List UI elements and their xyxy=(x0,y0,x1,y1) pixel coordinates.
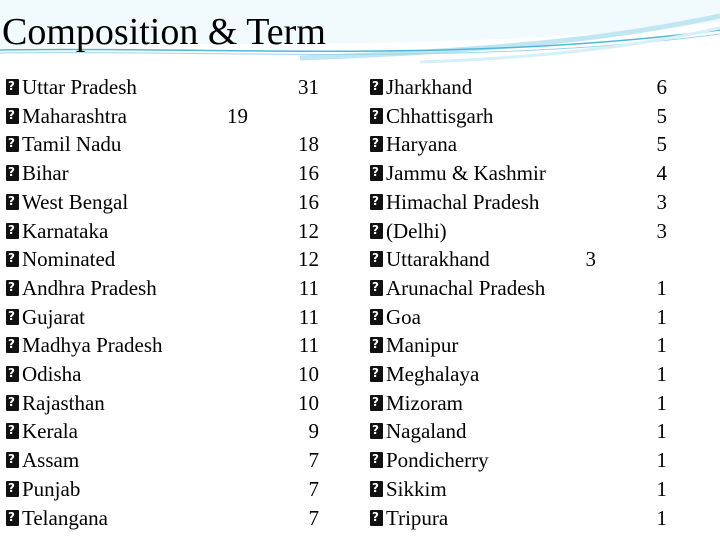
right-list-item xyxy=(0,217,720,245)
seat-count: 6 xyxy=(656,75,667,99)
state-name: Chhattisgarh xyxy=(386,103,494,128)
state-name: Punjab xyxy=(22,476,81,501)
state-name: Sikkim xyxy=(386,476,447,501)
state-name: (Delhi) xyxy=(386,218,447,243)
replacement-character-icon xyxy=(370,165,383,181)
right-list-item xyxy=(0,245,720,273)
seat-count: 3 xyxy=(656,218,667,243)
seat-count: 1 xyxy=(656,304,667,329)
seat-count: 4 xyxy=(656,161,667,186)
replacement-character-icon xyxy=(370,79,383,95)
seat-count: 1 xyxy=(656,419,667,444)
replacement-character-icon xyxy=(370,395,383,411)
state-name: Uttarakhand xyxy=(386,247,490,272)
replacement-character-icon xyxy=(370,423,383,439)
seat-count: 16 xyxy=(298,161,319,186)
right-list-item xyxy=(0,389,720,417)
seat-count: 5 xyxy=(656,103,667,128)
right-list-item xyxy=(0,102,720,130)
state-name: Andhra Pradesh xyxy=(22,275,157,300)
state-name: Manipur xyxy=(386,333,459,358)
seat-count: 1 xyxy=(656,275,667,300)
replacement-character-icon xyxy=(370,280,383,296)
state-name: Goa xyxy=(386,304,421,329)
seat-count: 19 xyxy=(227,103,248,128)
state-name: Himachal Pradesh xyxy=(386,189,540,214)
seat-count: 1 xyxy=(656,476,667,501)
replacement-character-icon xyxy=(370,481,383,497)
seat-count: 10 xyxy=(298,390,319,415)
right-list-item xyxy=(0,360,720,388)
state-name: Jammu & Kashmir xyxy=(386,161,546,186)
state-name: Mizoram xyxy=(386,390,463,415)
state-name: Uttar Pradesh xyxy=(22,75,137,99)
replacement-character-icon xyxy=(370,337,383,353)
seat-count: 7 xyxy=(308,448,319,473)
seat-count: 7 xyxy=(308,476,319,501)
state-name: Maharashtra xyxy=(22,103,127,128)
state-name: Pondicherry xyxy=(386,448,489,473)
right-list-item xyxy=(0,303,720,331)
state-name: Kerala xyxy=(22,419,78,444)
right-list-item xyxy=(0,159,720,187)
seat-count: 31 xyxy=(298,75,319,99)
state-name: West Bengal xyxy=(22,189,129,214)
seat-count: 1 xyxy=(656,390,667,415)
state-name: Telangana xyxy=(22,505,108,530)
right-list-item xyxy=(0,417,720,445)
right-list-item xyxy=(0,446,720,474)
seat-count: 5 xyxy=(656,132,667,157)
state-name: Arunachal Pradesh xyxy=(386,275,546,300)
state-name: Jharkhand xyxy=(386,75,473,99)
seat-count: 11 xyxy=(298,304,319,329)
seat-count: 11 xyxy=(298,333,319,358)
right-list-item xyxy=(0,475,720,503)
right-list-item xyxy=(0,504,720,532)
seat-count: 16 xyxy=(298,189,319,214)
state-name: Meghalaya xyxy=(386,362,480,386)
state-name: Odisha xyxy=(22,362,82,386)
state-name: Nagaland xyxy=(386,419,467,444)
right-list-item xyxy=(0,331,720,359)
seat-count: 18 xyxy=(298,132,319,157)
replacement-character-icon xyxy=(370,136,383,152)
replacement-character-icon xyxy=(370,510,383,526)
state-name: Tamil Nadu xyxy=(22,132,122,157)
state-name: Haryana xyxy=(386,132,458,157)
state-name: Madhya Pradesh xyxy=(22,333,163,358)
right-list-item xyxy=(0,188,720,216)
state-name: Assam xyxy=(22,448,80,473)
replacement-character-icon xyxy=(370,223,383,239)
replacement-character-icon xyxy=(370,194,383,210)
seat-count: 1 xyxy=(656,448,667,473)
seat-count: 12 xyxy=(298,218,319,243)
seat-count: 1 xyxy=(656,505,667,530)
replacement-character-icon xyxy=(370,108,383,124)
seat-count: 7 xyxy=(308,505,319,530)
state-name: Bihar xyxy=(22,161,69,186)
state-name: Tripura xyxy=(386,505,449,530)
state-name: Gujarat xyxy=(22,304,85,329)
right-list-item xyxy=(0,73,720,101)
state-name: Nominated xyxy=(22,247,116,272)
seat-count: 10 xyxy=(298,362,319,386)
seat-count: 3 xyxy=(585,247,596,272)
state-name: Karnataka xyxy=(22,218,109,243)
seat-count: 3 xyxy=(656,189,667,214)
seat-count: 1 xyxy=(656,362,667,386)
right-list-item xyxy=(0,130,720,158)
slide-title: Composition & Term xyxy=(2,11,326,53)
seat-count: 9 xyxy=(308,419,319,444)
replacement-character-icon xyxy=(370,452,383,468)
seat-count: 1 xyxy=(656,333,667,358)
seat-count: 12 xyxy=(298,247,319,272)
replacement-character-icon xyxy=(370,309,383,325)
replacement-character-icon xyxy=(370,251,383,267)
state-name: Rajasthan xyxy=(22,390,105,415)
seat-count: 11 xyxy=(298,275,319,300)
replacement-character-icon xyxy=(370,366,383,382)
right-list-item xyxy=(0,274,720,302)
